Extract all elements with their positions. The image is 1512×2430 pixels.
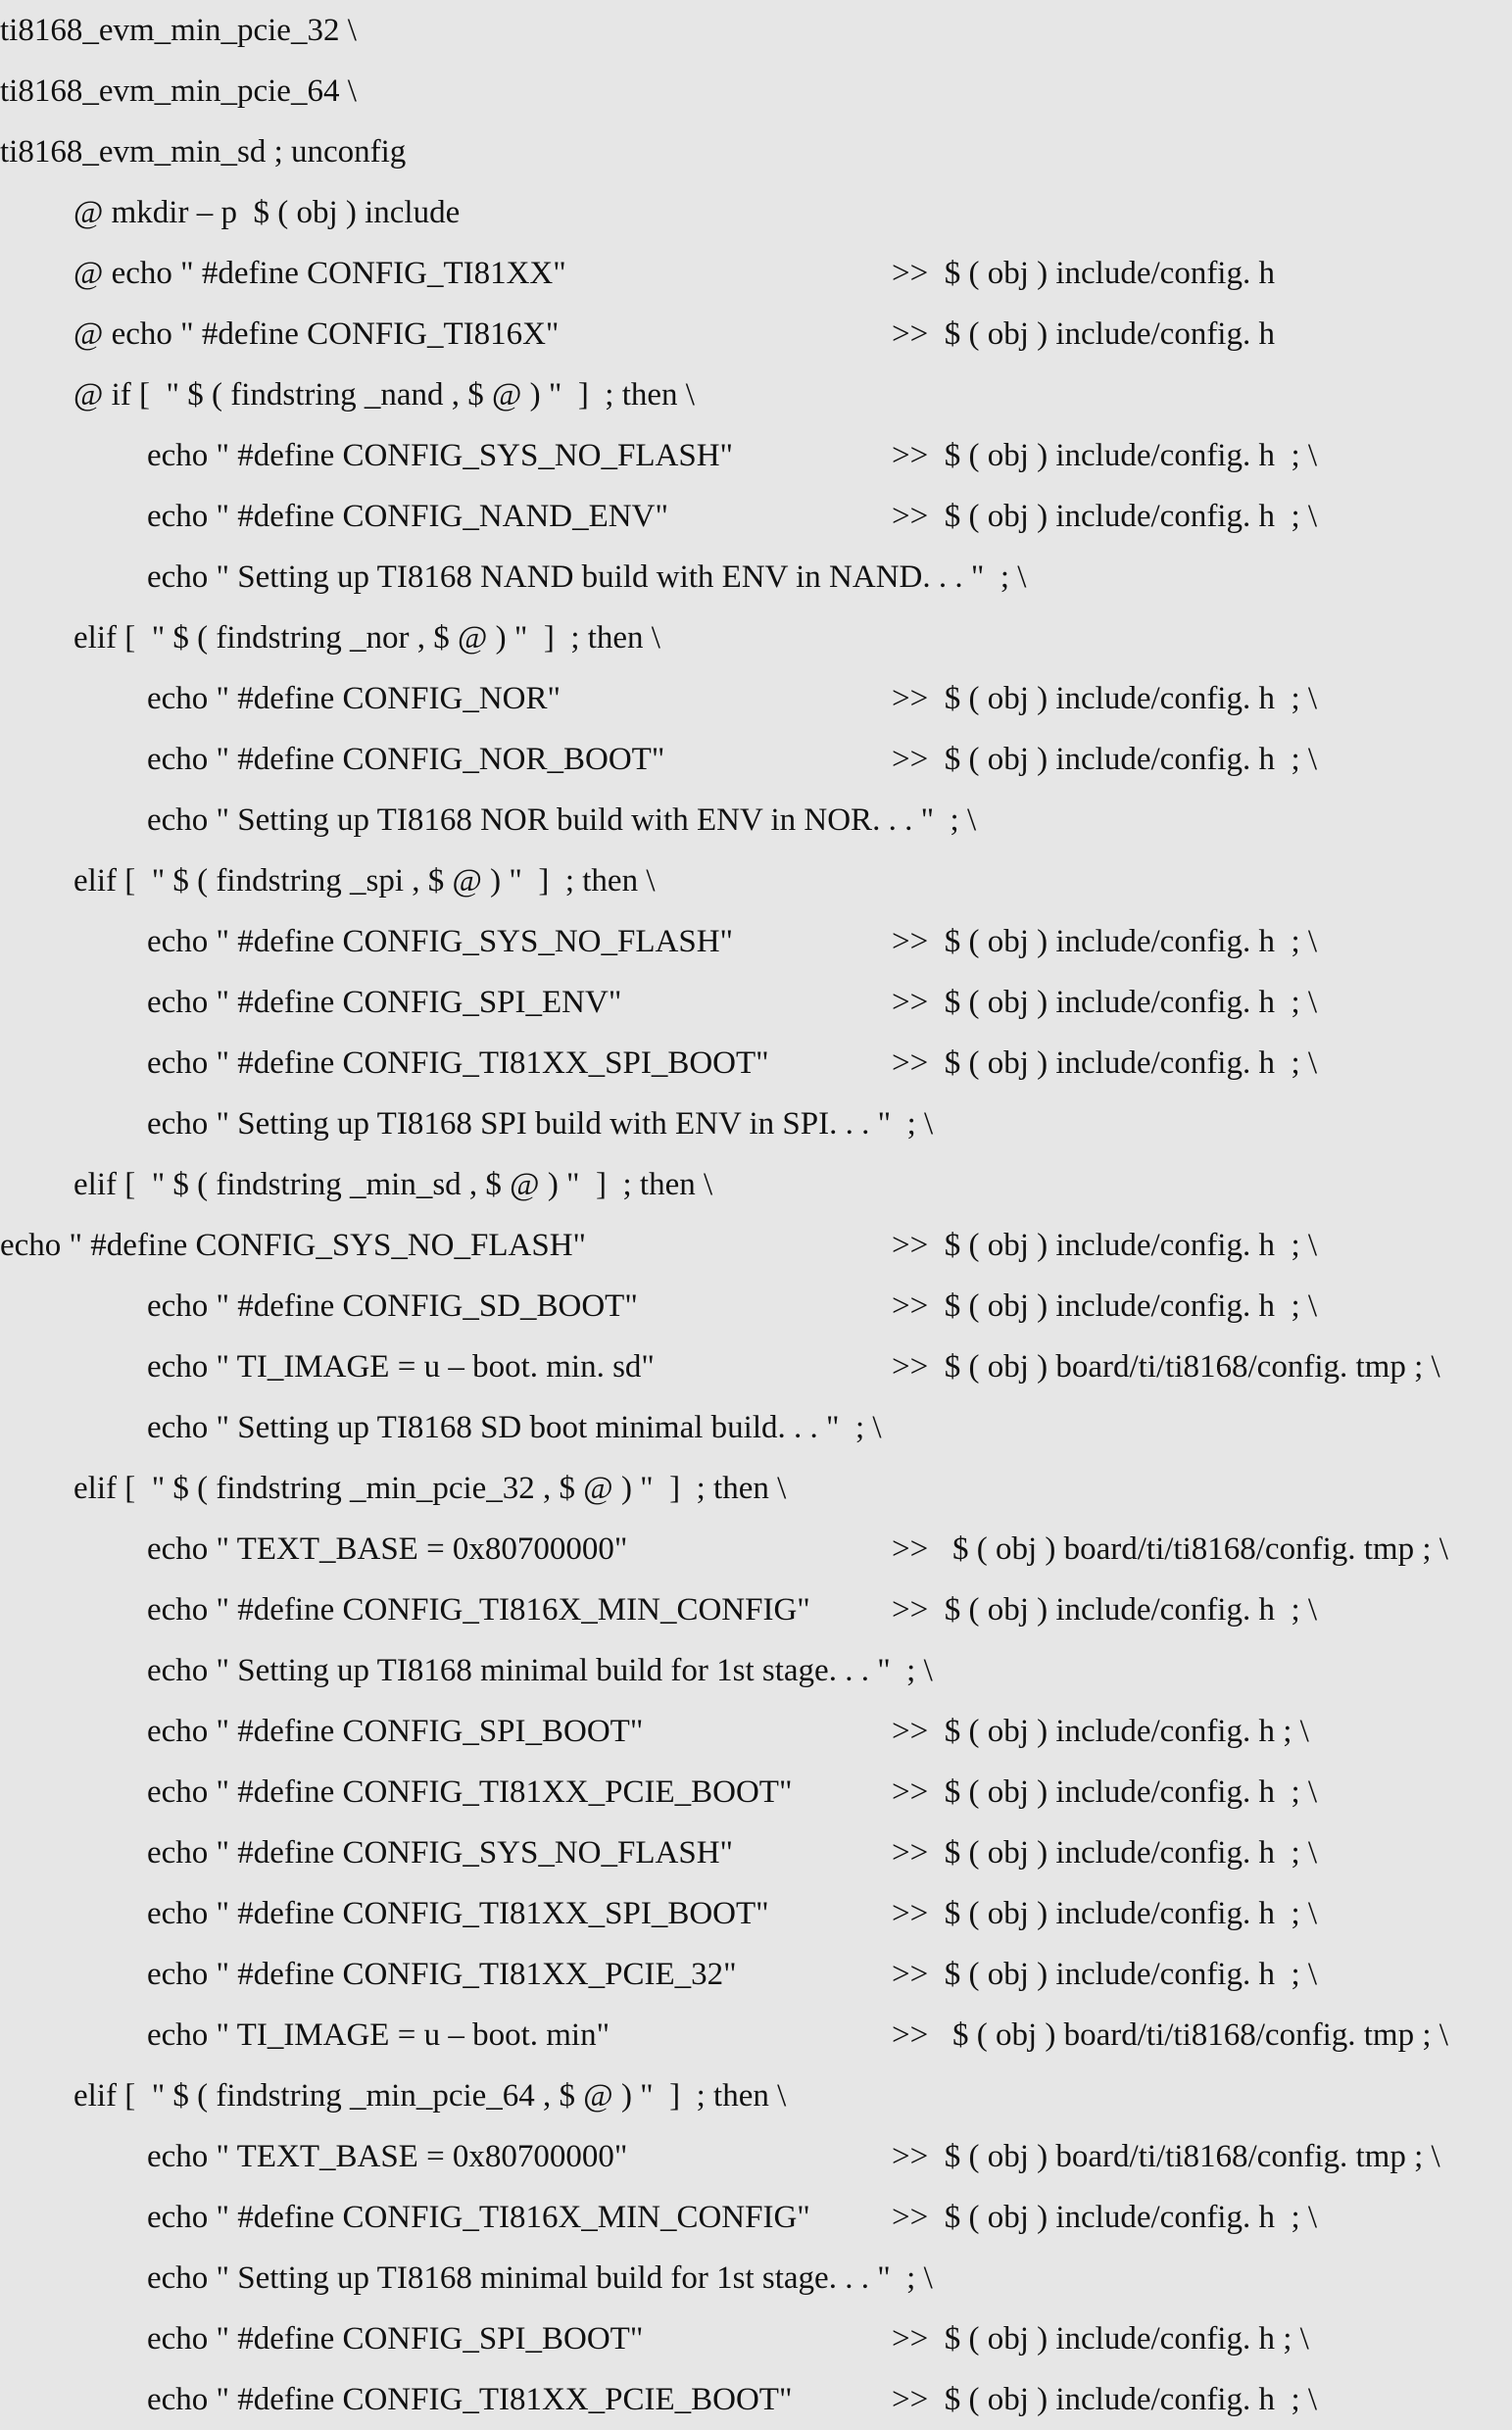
redirect-target: >> $ ( obj ) board/ti/ti8168/config. tmp ; \ [892,2139,1440,2174]
code-line [0,1336,1512,1397]
redirect-target: >> $ ( obj ) board/ti/ti8168/config. tmp ; \ [892,2017,1448,2053]
code-line [0,61,1512,122]
code-line [0,790,1512,850]
code-line [0,850,1512,911]
code-text: echo " #define CONFIG_TI81XX_PCIE_BOOT" [147,1774,793,1810]
code-text: echo " Setting up TI8168 SPI build with ENV in SPI. . . " ; \ [147,1106,934,1142]
redirect-target: >> $ ( obj ) board/ti/ti8168/config. tmp ; \ [892,1531,1448,1567]
code-text: echo " #define CONFIG_TI81XX_PCIE_BOOT" [147,2382,793,2417]
code-line [0,364,1512,425]
redirect-target: >> $ ( obj ) include/config. h ; \ [892,924,1318,959]
redirect-target: >> $ ( obj ) include/config. h ; \ [892,681,1318,716]
code-text: echo " #define CONFIG_SYS_NO_FLASH" [147,438,734,473]
code-text: elif [ " $ ( findstring _min_sd , $ @ ) " ] ; then \ [73,1167,713,1202]
code-text: echo " #define CONFIG_NAND_ENV" [147,499,668,534]
code-text: echo " Setting up TI8168 minimal build for 1st stage. . . " ; \ [147,1653,933,1688]
code-text: elif [ " $ ( findstring _nor , $ @ ) " ] ; then \ [73,620,660,656]
code-text: echo " #define CONFIG_TI81XX_SPI_BOOT" [147,1045,769,1081]
code-text: echo " Setting up TI8168 NOR build with ENV in NOR. . . " ; \ [147,802,977,838]
code-text: echo " #define CONFIG_TI816X_MIN_CONFIG" [147,2200,810,2235]
code-text: echo " #define CONFIG_TI816X_MIN_CONFIG" [147,1592,810,1628]
code-line [0,182,1512,243]
code-line [0,304,1512,364]
code-text: echo " TEXT_BASE = 0x80700000" [147,2139,628,2174]
code-line [0,2308,1512,2369]
code-text: echo " #define CONFIG_TI81XX_PCIE_32" [147,1957,737,1992]
redirect-target: >> $ ( obj ) include/config. h ; \ [892,2321,1309,2357]
code-text: ti8168_evm_min_pcie_32 \ [0,13,357,48]
code-line [0,1762,1512,1822]
redirect-target: >> $ ( obj ) include/config. h ; \ [892,1288,1318,1324]
code-text: @ echo " #define CONFIG_TI81XX" [73,256,566,291]
code-line [0,547,1512,608]
code-line [0,1276,1512,1336]
code-line [0,1397,1512,1458]
redirect-target: >> $ ( obj ) include/config. h ; \ [892,1714,1309,1749]
code-line [0,1458,1512,1519]
code-line [0,2187,1512,2248]
code-text: echo " #define CONFIG_SYS_NO_FLASH" [147,924,734,959]
code-line [0,122,1512,182]
redirect-target: >> $ ( obj ) include/config. h ; \ [892,1896,1318,1931]
code-line [0,1519,1512,1580]
redirect-target: >> $ ( obj ) include/config. h ; \ [892,742,1318,777]
redirect-target: >> $ ( obj ) include/config. h ; \ [892,2382,1318,2417]
code-text: echo " #define CONFIG_TI81XX_SPI_BOOT" [147,1896,769,1931]
code-text: ti8168_evm_min_pcie_64 \ [0,73,357,109]
code-line [0,1944,1512,2005]
code-line [0,972,1512,1033]
code-line [0,425,1512,486]
code-text: ti8168_evm_min_sd ; unconfig [0,134,407,170]
code-text: elif [ " $ ( findstring _min_pcie_32 , $ @ ) " ] ; then \ [73,1471,787,1506]
code-line [0,668,1512,729]
code-line [0,1640,1512,1701]
redirect-target: >> $ ( obj ) include/config. h ; \ [892,438,1318,473]
redirect-target: >> $ ( obj ) include/config. h ; \ [892,1774,1318,1810]
code-text: echo " #define CONFIG_SD_BOOT" [147,1288,638,1324]
code-line [0,1094,1512,1154]
code-line [0,243,1512,304]
code-line [0,1580,1512,1640]
redirect-target: >> $ ( obj ) include/config. h ; \ [892,2200,1318,2235]
code-text: echo " #define CONFIG_SPI_BOOT" [147,2321,644,2357]
code-text: echo " #define CONFIG_NOR" [147,681,561,716]
code-text: @ mkdir – p $ ( obj ) include [73,195,461,230]
redirect-target: >> $ ( obj ) include/config. h ; \ [892,1592,1318,1628]
code-line [0,1033,1512,1094]
redirect-target: >> $ ( obj ) include/config. h [892,316,1275,352]
code-line [0,2248,1512,2308]
redirect-target: >> $ ( obj ) include/config. h [892,256,1275,291]
code-text: echo " Setting up TI8168 NAND build with ENV in NAND. . . " ; \ [147,559,1027,595]
code-text: echo " TI_IMAGE = u – boot. min. sd" [147,1349,655,1385]
code-text: echo " #define CONFIG_SPI_BOOT" [147,1714,644,1749]
redirect-target: >> $ ( obj ) include/config. h ; \ [892,985,1318,1020]
code-line [0,2369,1512,2430]
code-text: elif [ " $ ( findstring _min_pcie_64 , $ @ ) " ] ; then \ [73,2078,787,2114]
code-line [0,1883,1512,1944]
code-text: echo " TEXT_BASE = 0x80700000" [147,1531,628,1567]
code-text: elif [ " $ ( findstring _spi , $ @ ) " ] ; then \ [73,863,656,899]
redirect-target: >> $ ( obj ) include/config. h ; \ [892,1045,1318,1081]
redirect-target: >> $ ( obj ) include/config. h ; \ [892,1957,1318,1992]
redirect-target: >> $ ( obj ) include/config. h ; \ [892,1835,1318,1871]
code-line [0,486,1512,547]
code-text: @ if [ " $ ( findstring _nand , $ @ ) " ] ; then \ [73,377,695,413]
code-text: echo " #define CONFIG_SYS_NO_FLASH" [147,1835,734,1871]
code-line [0,1215,1512,1276]
code-text: echo " #define CONFIG_NOR_BOOT" [147,742,665,777]
redirect-target: >> $ ( obj ) include/config. h ; \ [892,499,1318,534]
code-text: @ echo " #define CONFIG_TI816X" [73,316,560,352]
redirect-target: >> $ ( obj ) include/config. h ; \ [892,1228,1318,1263]
code-line [0,729,1512,790]
code-line [0,1822,1512,1883]
code-text: echo " #define CONFIG_SPI_ENV" [147,985,622,1020]
code-line [0,1701,1512,1762]
code-text: echo " TI_IMAGE = u – boot. min" [147,2017,610,2053]
code-line [0,2126,1512,2187]
code-text: echo " Setting up TI8168 SD boot minimal build. . . " ; \ [147,1410,882,1445]
code-line [0,1154,1512,1215]
code-line [0,2066,1512,2126]
code-line [0,911,1512,972]
code-text: echo " #define CONFIG_SYS_NO_FLASH" [0,1228,587,1263]
code-line [0,0,1512,61]
redirect-target: >> $ ( obj ) board/ti/ti8168/config. tmp ; \ [892,1349,1440,1385]
code-text: echo " Setting up TI8168 minimal build for 1st stage. . . " ; \ [147,2260,933,2296]
code-line [0,2005,1512,2066]
code-line [0,608,1512,668]
